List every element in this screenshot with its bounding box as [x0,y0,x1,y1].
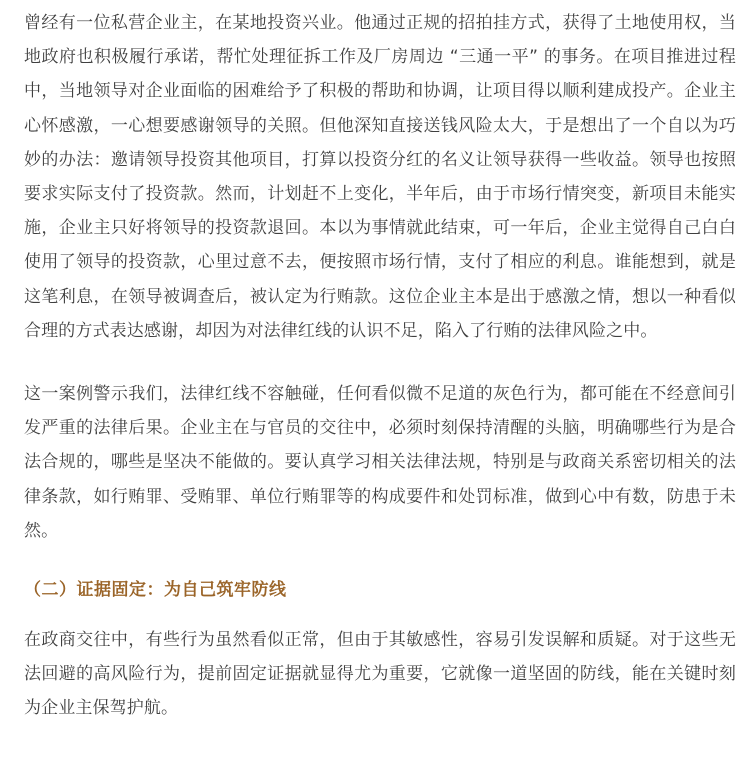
paragraph-spacer [24,348,736,377]
case-story-paragraph: 曾经有一位私营企业主，在某地投资兴业。他通过正规的招拍挂方式，获得了土地使用权，当地政府也积极履行承诺，帮忙处理征拆工作及厂房周边 “三通一平” 的事务。在项目推进过程中，当地领导对企业面临的困难给予了积极的帮助和协调，让项目得以顺利建成投产。企业主心怀感激，一心想要感谢领导的关照。但他深知直接送钱风险太大，于是想出了一个自以为巧妙的办法：邀请领导投资其他项目，打算以投资分红的名义让领导获得一些收益。领导也按照要求实际支付了投资款。然而，计划赶不上变化，半年后，由于市场行情突变，新项目未能实施，企业主只好将领导的投资款退回。本以为事情就此结束，可一年后，企业主觉得自己白白使用了领导的投资款，心里过意不去，便按照市场行情，支付了相应的利息。谁能想到，就是这笔利息，在领导被调查后，被认定为行贿款。这位企业主本是出于感激之情，想以一种看似合理的方式表达感谢，却因为对法律红线的认识不足，陷入了行贿的法律风险之中。 [24,13,736,341]
section-heading: （二）证据固定：为自己筑牢防线 [24,580,287,601]
article-body [24,6,736,726]
paragraph-spacer [24,607,736,623]
warning-paragraph: 这一案例警示我们，法律红线不容触碰，任何看似微不足道的灰色行为，都可能在不经意间引发严重的法律后果。企业主在与官员的交往中，必须时刻保持清醒的头脑，明确哪些行为是合法合规的，哪些是坚决不能做的。要认真学习相关法律法规，特别是与政商关系密切相关的法律条款，如行贿罪、受贿罪、单位行贿罪等的构成要件和处罚标准，做到心中有数，防患于未然。 [24,384,736,541]
evidence-paragraph: 在政商交往中，有些行为虽然看似正常，但由于其敏感性，容易引发误解和质疑。对于这些无法回避的高风险行为，提前固定证据就显得尤为重要，它就像一道坚固的防线，能在关键时刻为企业主保驾护航。 [24,630,736,719]
paragraph-spacer [24,548,736,573]
